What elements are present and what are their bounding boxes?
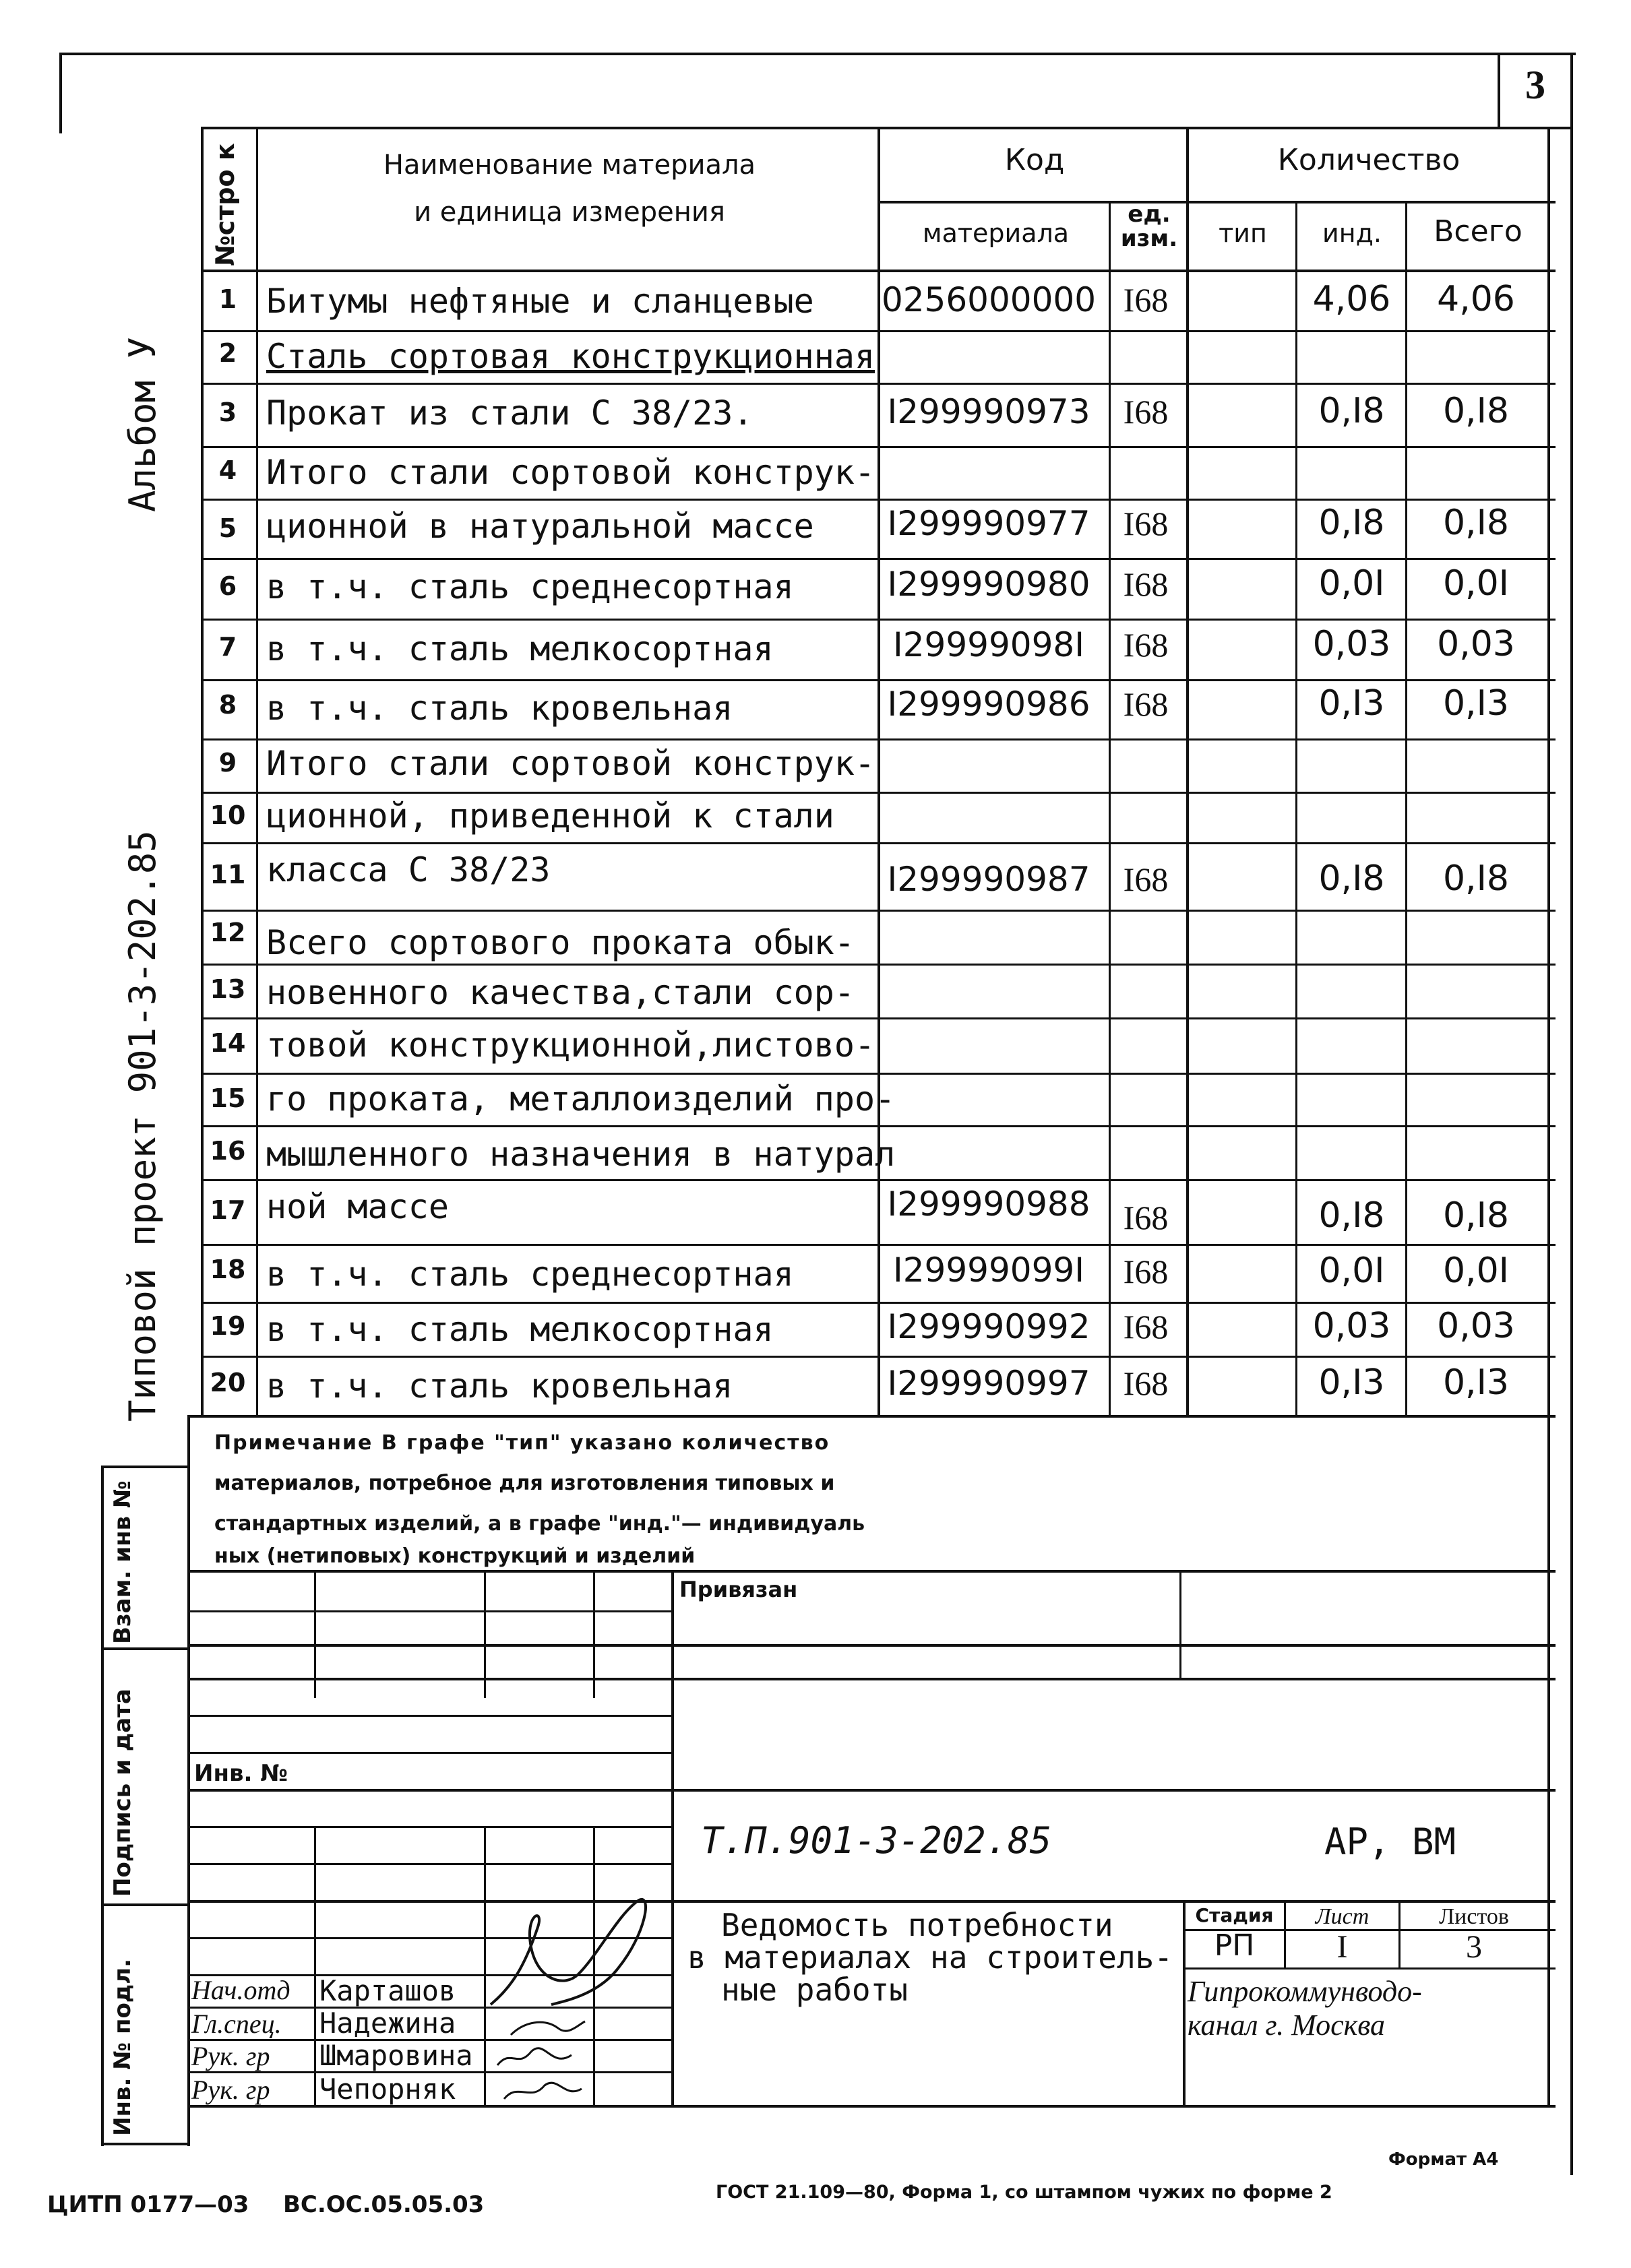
material-name: новенного качества,стали сор- [266,973,855,1012]
row-number: 1 [218,284,237,314]
unit-code: I68 [1123,626,1169,664]
tb-line [187,1715,673,1717]
footer-left-code: ЦИТП 0177—03 [47,2191,249,2218]
material-name: в т.ч. сталь среднесортная [266,567,794,606]
tb-line [187,1752,673,1754]
material-name: Итого стали сортовой конструк- [266,453,875,492]
tb-line [187,1644,1556,1647]
stamp-podpis: Подпись и дата [109,1689,136,1897]
material-name: в т.ч. сталь мелкосортная [266,1310,774,1349]
row-number: 6 [218,571,237,601]
tb-vline [593,1570,595,1698]
tb-vline [314,1570,316,1698]
row-number: 4 [218,455,237,485]
doc-marks: АР, ВМ [1324,1821,1456,1863]
stamp-line [101,2143,189,2145]
unit-code: I68 [1123,1253,1169,1290]
material-code: I299990997 [887,1364,1090,1403]
stage-label: Стадия [1195,1904,1274,1926]
qty-total: 0,0I [1442,1251,1510,1291]
note-line4: ных (нетиповых) конструкций и изделий [214,1544,696,1568]
material-code: I299990977 [887,504,1090,543]
stage-value: РП [1214,1928,1255,1963]
stamp-line [101,1647,189,1650]
col-total [1405,201,1407,1418]
material-code: I299990992 [887,1307,1090,1346]
signer-name: Шмаровина [319,2039,473,2072]
frame-right [1570,53,1573,2175]
header-qty-total: Всего [1434,214,1522,249]
material-name: ной массе [266,1187,449,1226]
unit-code: I68 [1123,1308,1169,1346]
material-name: в т.ч. сталь кровельная [266,689,733,728]
material-name: Итого стали сортовой конструк- [266,744,875,783]
unit-code: I68 [1123,1199,1169,1236]
material-name: го проката, металлоизделий про- [266,1079,896,1119]
signer-role: Нач.отд [191,1975,290,2005]
header-name-line1: Наименование материала [383,150,756,181]
note-line3: стандартных изделий, а в графе "инд."— индивидуаль [214,1512,865,1536]
row-number: 2 [218,338,237,368]
tb-line [187,1863,673,1865]
album-label: Альбом У [121,336,164,512]
material-code: I29999098I [893,625,1084,664]
sheets-value: 3 [1466,1929,1482,1965]
col-code [878,127,880,1418]
row-number: 7 [218,632,237,662]
tb-vline [484,1570,486,1698]
frame-top [59,53,1576,55]
stamp-inv-podl: Инв. № подл. [109,1958,136,2136]
footer-left-code2: ВС.ОС.05.05.03 [283,2191,485,2218]
note-line2: материалов, потребное для изготовления типовых и [214,1472,835,1495]
stamp-line [101,1466,189,1468]
row-number: 15 [210,1083,246,1113]
page-number: 3 [1525,63,1545,107]
unit-code: I68 [1123,281,1169,319]
format-label: Формат А4 [1388,2149,1499,2170]
row-number: 19 [210,1311,246,1341]
unit-code: I68 [1123,565,1169,603]
material-name: товой конструкционной,листово- [266,1026,875,1065]
qty-total: 0,03 [1437,624,1515,664]
note-line1: Примечание В графе "тип" указано количество [214,1431,830,1455]
signer-name: Чепорняк [319,2073,456,2106]
tb-line [187,1678,1556,1680]
material-code: I299990973 [887,392,1090,431]
qty-total: 0,I3 [1442,1362,1510,1403]
material-code: 0256000000 [881,280,1097,319]
signer-role: Рук. гр [191,2075,270,2105]
signer-name: Карташов [319,1974,456,2007]
row-number: 3 [218,398,237,427]
row-number: 12 [210,918,246,947]
header-mid [878,201,1556,203]
col-ind [1295,201,1297,1418]
frame-left-tick [59,53,62,133]
qty-total: 4,06 [1437,279,1515,319]
material-name: в т.ч. сталь среднесортная [266,1255,794,1294]
stamp-vzam: Взам. инв № [109,1480,136,1644]
signer-name: Надежина [319,2007,456,2040]
material-name: Сталь сортовая конструкционная [266,337,875,376]
tb-line [187,1826,673,1828]
material-code: I299990980 [887,565,1090,604]
signer-role: Гл.спец. [191,2009,282,2039]
material-name: мышленного назначения в натурал [266,1135,896,1174]
title-line2: в материалах на строитель- [687,1939,1173,1976]
material-name: в т.ч. сталь мелкосортная [266,629,774,668]
tb-line [187,1610,673,1612]
stamp-line [101,1903,189,1906]
sheet-value: I [1336,1929,1348,1965]
tb-line [187,1900,1556,1903]
row-number: 20 [210,1368,246,1397]
title-line1: Ведомость потребности [721,1907,1113,1943]
unit-code: I68 [1123,860,1169,898]
material-name: Всего сортового проката обык- [266,923,855,962]
org-line1: Гипрокоммунводо- [1188,1975,1422,2008]
qty-total: 0,03 [1437,1306,1515,1346]
signer-role: Рук. гр [191,2041,270,2071]
stamp-col-right [187,1415,190,2146]
row-number: 9 [218,748,237,778]
header-row-no: №стро к [210,143,240,266]
stamp-col-left [101,1466,104,2146]
tb-line [187,1570,1556,1573]
qty-total: 0,I3 [1442,683,1510,724]
unit-code: I68 [1123,1364,1169,1402]
header-qty-type: тип [1219,218,1267,248]
qty-total: 0,I8 [1442,1195,1510,1236]
row-number: 13 [210,974,246,1004]
row-number: 17 [210,1195,246,1225]
qty-ind: 0,0I [1318,563,1385,604]
row-number: 10 [210,800,246,830]
org-line2: канал г. Москва [1188,2009,1386,2042]
sheet-label: Лист [1315,1904,1370,1929]
qty-ind: 0,0I [1318,1251,1385,1291]
material-name: Битумы нефтяные и сланцевые [266,282,814,321]
col-num [256,127,258,1418]
material-name: ционной, приведенной к стали [266,796,834,836]
tb-vline [314,1826,316,2105]
qty-ind: 0,I3 [1318,683,1385,724]
header-code-unit: ед. изм. [1120,201,1178,252]
qty-ind: 0,I8 [1318,503,1385,543]
qty-ind: 0,I3 [1318,1362,1385,1403]
unit-code: I68 [1123,685,1169,723]
tb-vline [1179,1570,1181,1678]
title-line3: ные работы [721,1972,908,2008]
sheets-label: Листов [1439,1904,1509,1929]
row-number: 5 [218,513,237,543]
qty-ind: 0,03 [1312,624,1391,664]
tb-line [1183,1967,1556,1970]
col-right [1547,127,1550,1418]
signatures-drawing [484,1887,673,2109]
unit-code: I68 [1123,505,1169,542]
privyazan-label: Привязан [679,1577,798,1602]
project-label: Типовой проект 901-3-202.85 [121,830,164,1422]
qty-ind: 0,I8 [1318,858,1385,899]
doc-code: Т.П.901-3-202.85 [701,1819,1052,1862]
inv-no-label: Инв. № [194,1760,288,1787]
material-name: ционной в натуральной массе [266,507,814,546]
header-code: Код [1004,143,1065,177]
qty-ind: 0,I8 [1318,391,1385,431]
row-number: 14 [210,1028,246,1058]
header-name-line2: и единица измерения [414,197,725,228]
header-qty-ind: инд. [1322,218,1382,248]
footer-gost: ГОСТ 21.109—80, Форма 1, со штампом чужих по форме 2 [716,2182,1332,2203]
row-number: 16 [210,1136,246,1166]
row-number: 8 [218,690,237,720]
col-type [1186,127,1189,1418]
material-code: I299990986 [887,685,1090,724]
material-name: класса С 38/23 [266,850,551,889]
qty-total: 0,0I [1442,563,1510,604]
qty-ind: 0,I8 [1318,1195,1385,1236]
material-name: Прокат из стали С 38/23. [266,393,753,433]
row-number: 11 [210,860,246,889]
qty-ind: 0,03 [1312,1306,1391,1346]
qty-total: 0,I8 [1442,858,1510,899]
material-code: I299990988 [887,1185,1090,1224]
material-name: в т.ч. сталь кровельная [266,1366,733,1406]
tb-right [1547,1415,1550,2108]
material-code: I299990987 [887,860,1090,899]
header-code-material: материала [922,218,1070,248]
header-quantity: Количество [1277,143,1460,177]
qty-total: 0,I8 [1442,391,1510,431]
table-bottom [187,1415,1556,1418]
row-number: 18 [210,1255,246,1284]
qty-total: 0,I8 [1442,503,1510,543]
unit-code: I68 [1123,393,1169,431]
tb-line [187,1789,1556,1792]
material-code: I29999099I [893,1251,1084,1290]
qty-ind: 4,06 [1312,279,1391,319]
